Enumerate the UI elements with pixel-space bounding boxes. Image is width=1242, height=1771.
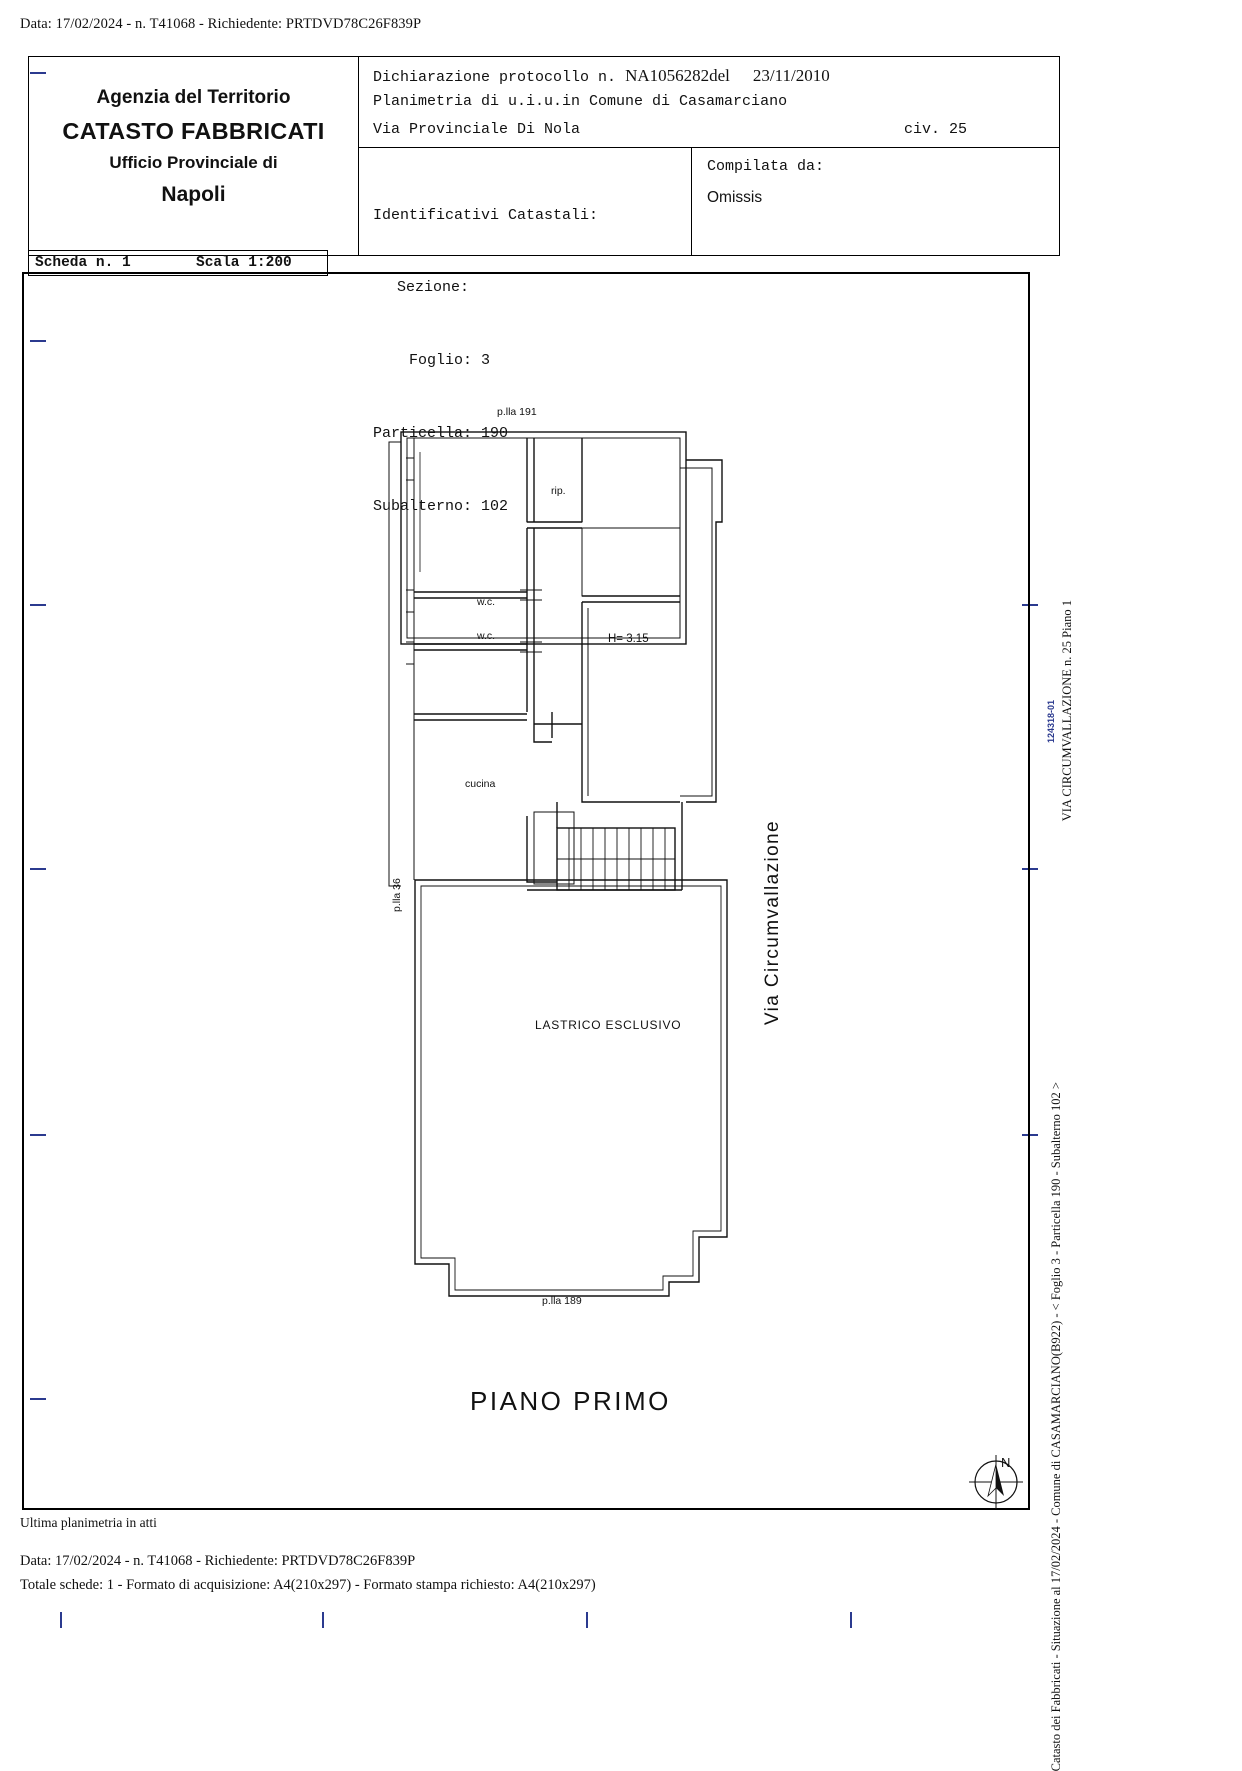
- header-vertical-divider: [691, 147, 692, 255]
- address-line: Via Provinciale Di Nola: [373, 121, 581, 138]
- header-divider: [359, 147, 1059, 148]
- planimetria-line: Planimetria di u.i.u.in Comune di Casamarciano: [373, 93, 788, 110]
- ident-title: Identificativi Catastali:: [373, 206, 599, 224]
- crop-tick: [60, 1612, 62, 1628]
- plan-label-pila-189: p.lla 189: [542, 1295, 582, 1307]
- footer-line-2: Totale schede: 1 - Formato di acquisizione: A4(210x297) - Formato stampa richiesto: A4(210x297): [20, 1577, 596, 1593]
- ident-subalterno: Subalterno: 102: [373, 498, 509, 516]
- footer-line-1: Data: 17/02/2024 - n. T41068 - Richiedente: PRTDVD78C26F839P: [20, 1553, 416, 1569]
- protocol-date: 23/11/2010: [752, 66, 830, 85]
- agency-header-box: [28, 56, 358, 256]
- plan-label-pila-36: p.lla 36: [391, 878, 403, 912]
- civic-number: civ. 25: [904, 121, 968, 138]
- agency-name: Agenzia del Territorio: [96, 87, 291, 108]
- plan-label-lastrico: LASTRICO ESCLUSIVO: [535, 1018, 682, 1032]
- protocol-row: [373, 66, 830, 86]
- side-note-id-code: 124318-01: [1046, 700, 1056, 744]
- protocol-label: Dichiarazione protocollo n.: [373, 69, 617, 86]
- crop-tick: [850, 1612, 852, 1628]
- plan-label-height: H= 3.15: [608, 633, 649, 645]
- agency-office-label: Ufficio Provinciale di: [109, 153, 278, 172]
- agency-register: CATASTO FABBRICATI: [62, 118, 325, 144]
- plan-label-pila-191: p.lla 191: [497, 406, 537, 418]
- svg-text:N: N: [1001, 1455, 1011, 1470]
- compilata-da-block: [707, 155, 824, 210]
- plan-label-wc-1: w.c.: [477, 596, 496, 608]
- scheda-number: Scheda n. 1: [35, 255, 131, 271]
- document-header-line: Data: 17/02/2024 - n. T41068 - Richiedente: PRTDVD78C26F839P: [20, 16, 422, 32]
- side-note-line2: VIA CIRCUMVALLAZIONE n. 25 Piano 1: [1060, 600, 1074, 822]
- floor-label: PIANO PRIMO: [470, 1386, 671, 1416]
- ident-particella: Particella: 190: [373, 425, 509, 443]
- floor-plan-drawing: [22, 272, 1030, 1510]
- ident-foglio: Foglio: 3: [409, 352, 491, 370]
- plan-label-wc-2: w.c.: [477, 630, 496, 642]
- side-note-line1: Catasto dei Fabbricati - Situazione al 17/02/2024 - Comune di CASAMARCIANO(B922) - < Foglio 3 - Particella 190 - Subalterno 102 >: [1049, 1082, 1063, 1771]
- protocol-number: NA1056282del: [625, 66, 730, 85]
- street-label-via-circumvallazione: Via Circumvallazione: [762, 820, 783, 1026]
- crop-tick: [586, 1612, 588, 1628]
- compass-north-icon: [964, 1450, 1028, 1514]
- scale-value: Scala 1:200: [196, 255, 292, 271]
- compilata-value: Omissis: [707, 189, 763, 207]
- crop-tick: [322, 1612, 324, 1628]
- plan-label-cucina: cucina: [465, 778, 496, 790]
- compilata-label: Compilata da:: [707, 158, 825, 175]
- footer-ultima-planimetria: Ultima planimetria in atti: [20, 1515, 157, 1530]
- plan-label-rip: rip.: [551, 485, 566, 497]
- agency-office-city: Napoli: [161, 183, 226, 206]
- ident-sezione: Sezione:: [397, 279, 470, 297]
